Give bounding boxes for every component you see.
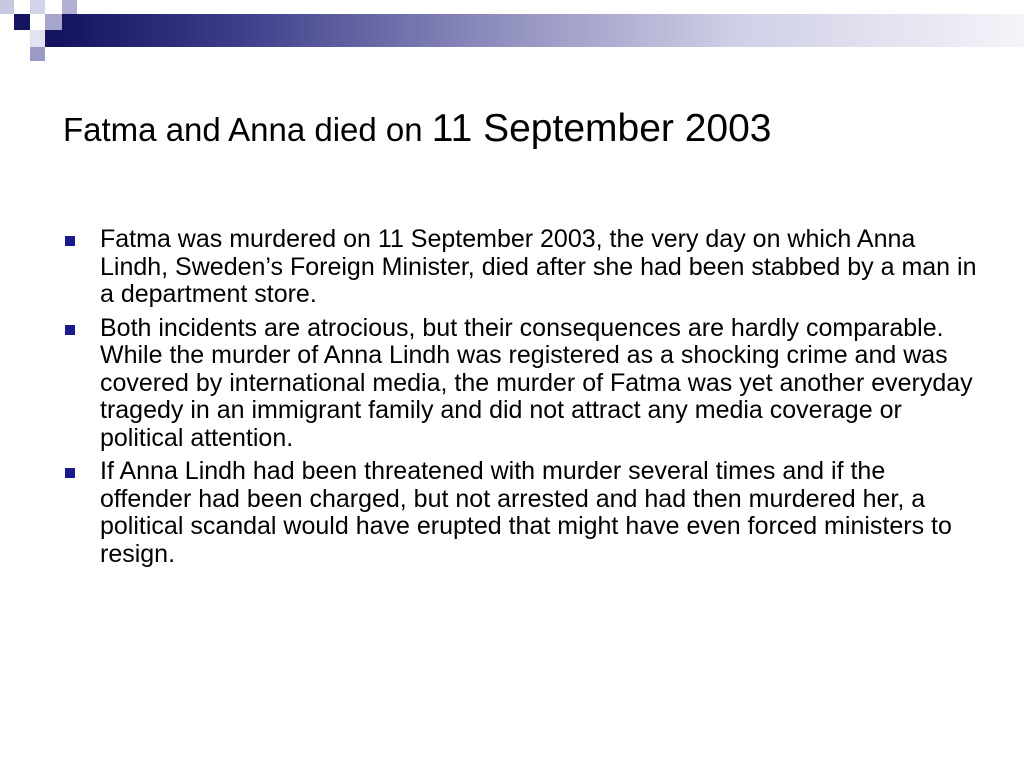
header-gradient-bar	[62, 14, 1024, 47]
bullet-text: Both incidents are atrocious, but their consequences are hardly comparable. While the murder of Anna Lindh was registered as a shocking crime and was covered by international media, the murder of Fatma was yet another everyday tragedy in an immigrant family and did not attract any media coverage or political attention.	[100, 313, 973, 452]
header-square	[30, 0, 45, 14]
slide-title-prefix: Fatma and Anna died on	[63, 111, 432, 148]
bullet-item	[62, 226, 982, 309]
bullet-text: Fatma was murdered on 11 September 2003, the very day on which Anna Lindh, Sweden’s Foreign Minister, died after she had been stabbed by a man in a department store.	[100, 225, 977, 308]
header-square	[0, 0, 14, 14]
bullet-text: If Anna Lindh had been threatened with murder several times and if the offender had been charged, but not arrested and had then murdered her, a political scandal would have erupted that might have even forced ministers to resign.	[100, 457, 952, 568]
bullet-square-icon	[65, 468, 75, 478]
bullet-list	[62, 226, 982, 574]
header-square	[45, 14, 62, 30]
bullet-item	[62, 458, 982, 568]
header-square	[14, 14, 30, 30]
header-square	[30, 47, 45, 61]
slide-title-date: 11 September 2003	[431, 107, 772, 150]
header-square	[62, 0, 77, 14]
header-square	[30, 30, 45, 47]
header-square	[45, 30, 62, 47]
bullet-item	[62, 315, 982, 453]
bullet-square-icon	[65, 325, 75, 335]
slide-title	[63, 106, 771, 153]
bullet-square-icon	[65, 236, 75, 246]
